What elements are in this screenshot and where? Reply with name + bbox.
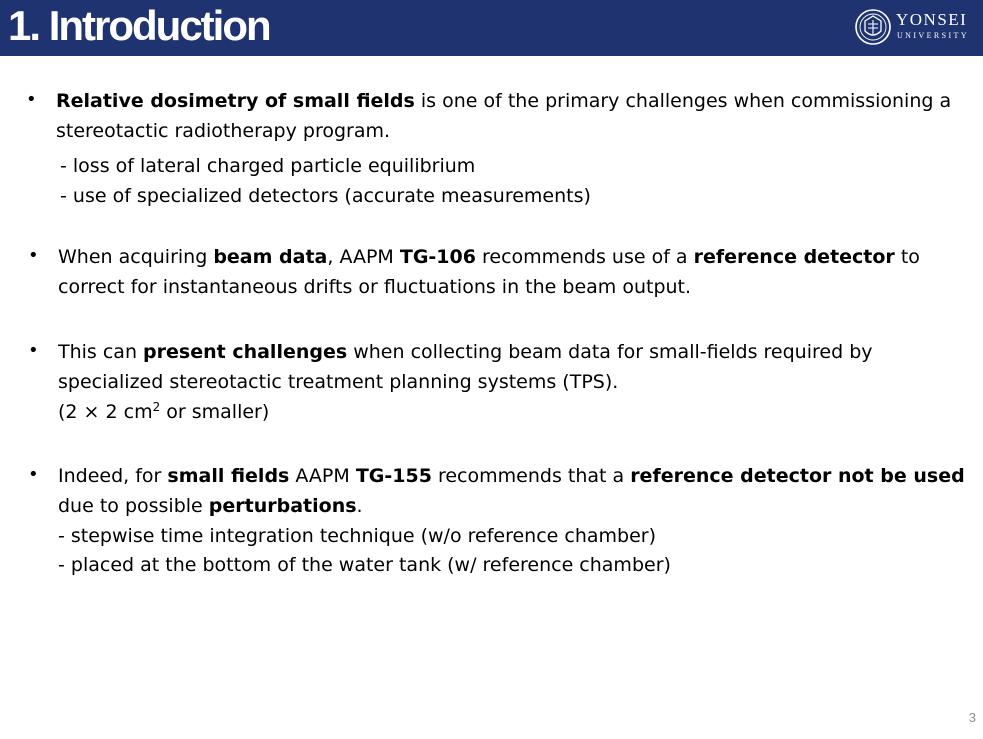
text-run: recommends that a bbox=[431, 465, 631, 487]
bullet-1-text: is one of the primary challenges when commissioning a bbox=[414, 90, 952, 112]
text-run: . bbox=[356, 495, 363, 517]
bullet-1-sub-2: - use of specialized detectors (accurate measurements) bbox=[60, 185, 591, 207]
text-run: , AAPM bbox=[327, 246, 400, 268]
bullet-4-line-1 bbox=[58, 461, 965, 491]
bullet-2-line-1 bbox=[58, 242, 920, 272]
text-run: or smaller) bbox=[160, 401, 270, 423]
bullet-4-line-2 bbox=[58, 491, 363, 521]
bold-run: perturbations bbox=[208, 495, 357, 517]
slide-title: 1. Introduction bbox=[8, 2, 270, 49]
bullet-3-line-3 bbox=[58, 397, 269, 427]
text-run: When acquiring bbox=[58, 246, 214, 268]
bullet-3-line-2: specialized stereotactic treatment planning systems (TPS). bbox=[58, 371, 619, 393]
logo-name: YONSEI bbox=[896, 10, 968, 29]
page-number: 3 bbox=[968, 710, 976, 725]
bullet-4-marker: • bbox=[28, 464, 39, 485]
text-run: to bbox=[894, 246, 920, 268]
logo-subtitle: UNIVERSITY bbox=[897, 31, 969, 40]
bullet-4-sub-2: - placed at the bottom of the water tank (w/ reference chamber) bbox=[58, 554, 671, 576]
bullet-1-marker: • bbox=[26, 89, 37, 110]
bullet-1-bold: Relative dosimetry of small fields bbox=[56, 90, 415, 112]
bullet-1-sub-1: - loss of lateral charged particle equilibrium bbox=[60, 155, 476, 177]
text-run: when collecting beam data for small-fields required by bbox=[347, 341, 873, 363]
bold-run: small fields bbox=[167, 465, 290, 487]
bold-run: reference detector bbox=[693, 246, 895, 268]
bold-run: TG-106 bbox=[399, 246, 476, 268]
bullet-3-marker: • bbox=[28, 340, 39, 361]
text-run: due to possible bbox=[58, 495, 209, 517]
text-run: Indeed, for bbox=[58, 465, 168, 487]
text-run: This can bbox=[58, 341, 144, 363]
bullet-3-line-1 bbox=[58, 337, 873, 367]
bold-run: present challenges bbox=[143, 341, 348, 363]
bullet-4-sub-1: - stepwise time integration technique (w/o reference chamber) bbox=[58, 525, 656, 547]
text-run: AAPM bbox=[289, 465, 356, 487]
text-run: (2 × 2 cm bbox=[58, 401, 153, 423]
bullet-1-line-2: stereotactic radiotherapy program. bbox=[56, 120, 391, 142]
bold-run: TG-155 bbox=[355, 465, 432, 487]
superscript: 2 bbox=[152, 400, 161, 414]
bullet-2-marker: • bbox=[28, 245, 39, 266]
text-run: recommends use of a bbox=[475, 246, 694, 268]
bold-run: reference detector not be used bbox=[630, 465, 965, 487]
bullet-2-line-2: correct for instantaneous drifts or fluctuations in the beam output. bbox=[58, 276, 692, 298]
bold-run: beam data bbox=[213, 246, 328, 268]
bullet-1-line-1 bbox=[56, 86, 951, 116]
